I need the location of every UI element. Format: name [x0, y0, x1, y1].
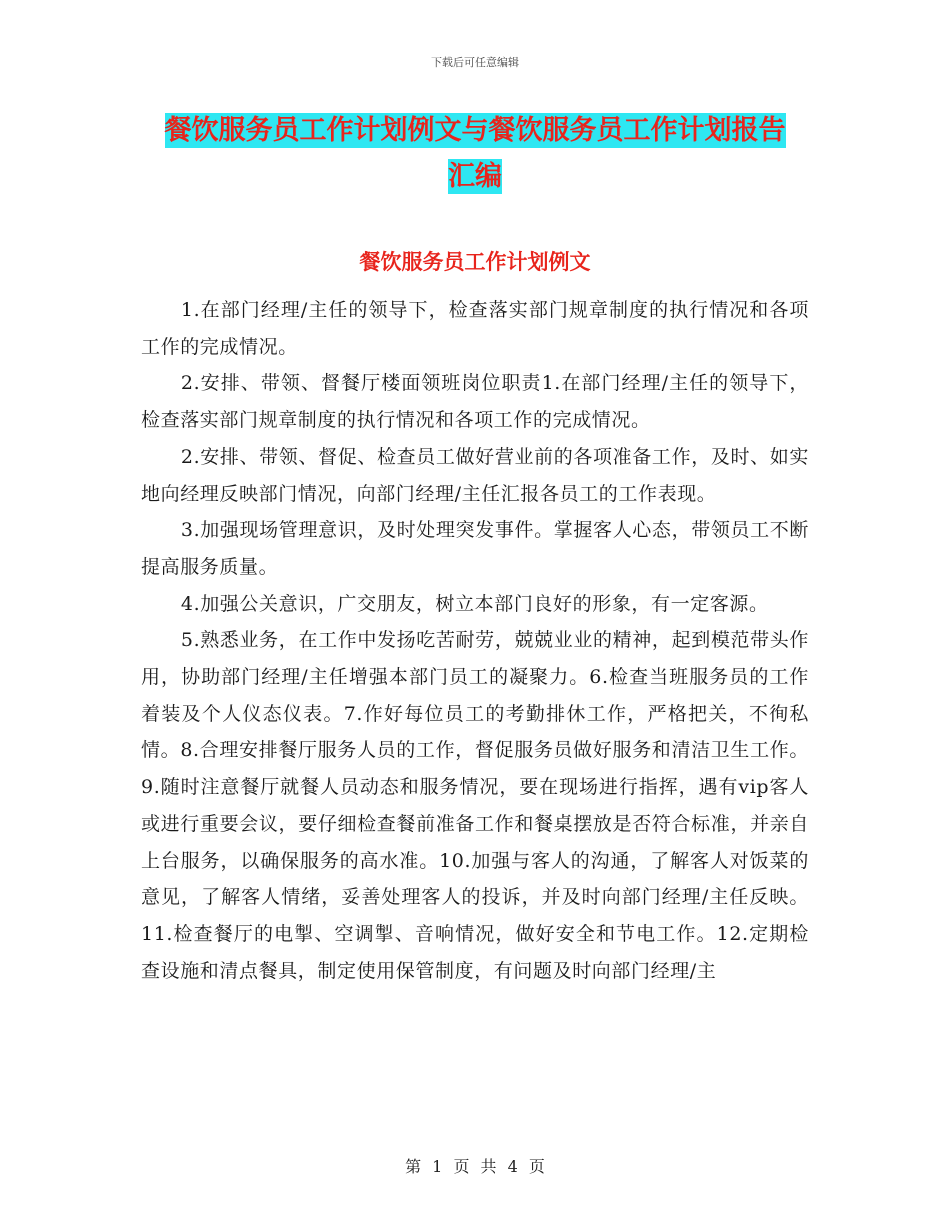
document-title: [0, 108, 950, 200]
document-title-line-1: 餐饮服务员工作计划例文与餐饮服务员工作计划报告: [164, 115, 786, 146]
page-header-note: 下载后可任意编辑: [431, 56, 519, 69]
section-title: 餐饮服务员工作计划例文: [359, 250, 591, 274]
paragraph: 5.熟悉业务，在工作中发扬吃苦耐劳，兢兢业业的精神，起到模范带头作用，协助部门经理/主任增强本部门员工的凝聚力。6.检查当班服务员的工作着装及个人仪态仪表。7.作好每位员工的考勤排休工作，严格把关，不徇私情。8.合理安排餐厅服务人员的工作，督促服务员做好服务和清洁卫生工作。9.随时注意餐厅就餐人员动态和服务情况，要在现场进行指挥，遇有vip客人或进行重要会议，要仔细检查餐前准备工作和餐桌摆放是否符合标准，并亲自上台服务，以确保服务的高水准。10.加强与客人的沟通，了解客人对饭菜的意见，了解客人情绪，妥善处理客人的投诉，并及时向部门经理/主任反映。11.检查餐厅的电掣、空调掣、音响情况，做好安全和节电工作。12.定期检查设施和清点餐具，制定使用保管制度，有问题及时向部门经理/主: [141, 629, 809, 982]
paragraph: 4.加强公关意识，广交朋友，树立本部门良好的形象，有一定客源。: [180, 592, 769, 615]
paragraph: 3.加强现场管理意识，及时处理突发事件。掌握客人心态，带领员工不断提高服务质量。: [141, 519, 809, 578]
document-body: [141, 292, 809, 989]
paragraph: 2.安排、带领、督餐厅楼面领班岗位职责1.在部门经理/主任的领导下，检查落实部门规章制度的执行情况和各项工作的完成情况。: [141, 372, 809, 432]
document-title-line-2: 汇编: [448, 161, 502, 192]
page-number-footer: 第 1 页 共 4 页: [405, 1157, 545, 1176]
paragraph: 2.安排、带领、督促、检查员工做好营业前的各项准备工作，及时、如实地向经理反映部门情况，向部门经理/主任汇报各员工的工作表现。: [141, 445, 809, 505]
paragraph: 1.在部门经理/主任的领导下，检查落实部门规章制度的执行情况和各项工作的完成情况。: [141, 299, 809, 358]
